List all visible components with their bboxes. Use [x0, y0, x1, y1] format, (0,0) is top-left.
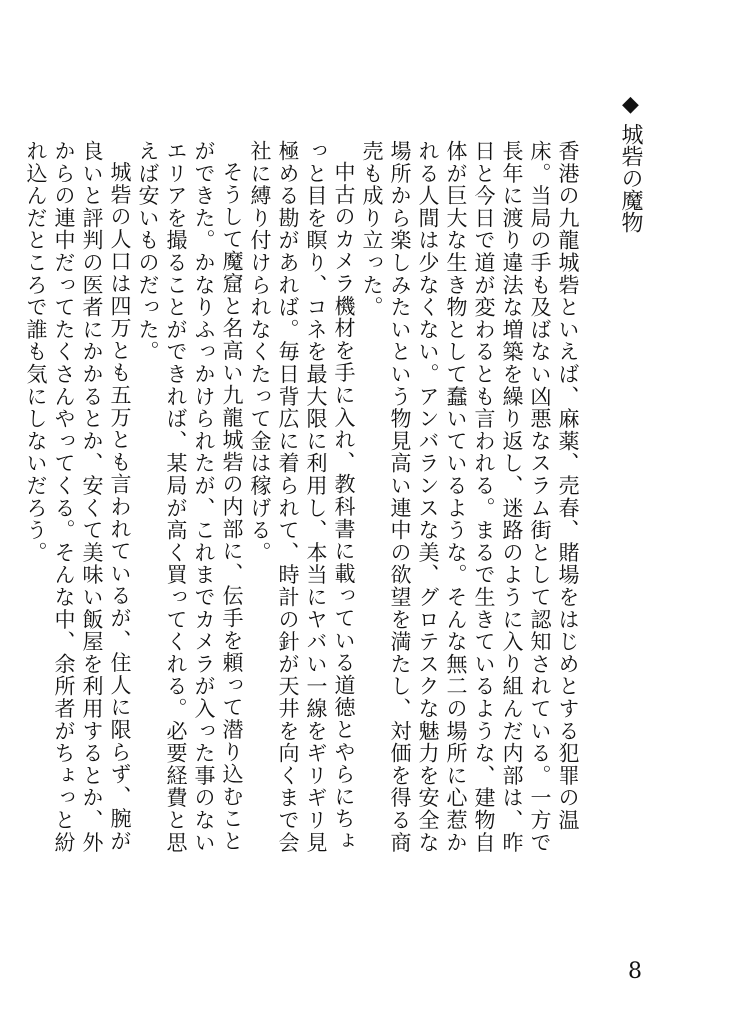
section-heading [614, 92, 646, 292]
section-title: 城砦の魔物 [618, 123, 643, 233]
paragraph-2: 中古のカメラ機材を手に入れ、教科書に載っている道徳とやらにちょっと目を瞑り、コネを最大限に利用し、本当にヤバい一線をギリギリ見極める勘があれば。毎日背広に着られて、時計の針が天井を向くまで会社に縛り付けられなくたって金は稼げる。 [248, 140, 356, 854]
paragraph-3: そうして魔窟と名高い九龍城砦の内部に、伝手を頼って潜り込むことができた。かなりふっかけられたが、これまでカメラが入った事のないエリアを撮ることができれば、某局が高く買ってくれる。必要経費と思えば安いものだった。 [136, 140, 244, 854]
body-text [24, 140, 582, 870]
paragraph-4: 城砦の人口は四万とも五万とも言われているが、住人に限らず、腕が良いと評判の医者にかかるとか、安くて美味い飯屋を利用するとか、外からの連中だってたくさんやってくる。そんな中、余所者がちょっと紛れ込んだところで誰も気にしないだろう。 [24, 140, 132, 854]
diamond-bullet-icon: ◆ [618, 92, 643, 117]
page-number: 8 [628, 959, 642, 984]
paragraph-1: 香港の九龍城砦といえば、麻薬、売春、賭場をはじめとする犯罪の温床。当局の手も及ばない凶悪なスラム街として認知されている。一方で長年に渡り違法な増築を繰り返し、迷路のように入り組んだ内部は、昨日と今日で道が変わるとも言われる。まるで生きているような、建物自体が巨大な生き物として蠢いているような。そんな無二の場所に心惹かれる人間は少なくない。アンバランスな美、グロテスクな魅力を安全な場所から楽しみたいという物見高い連中の欲望を満たし、対価を得る商売も成り立った。 [360, 140, 580, 854]
